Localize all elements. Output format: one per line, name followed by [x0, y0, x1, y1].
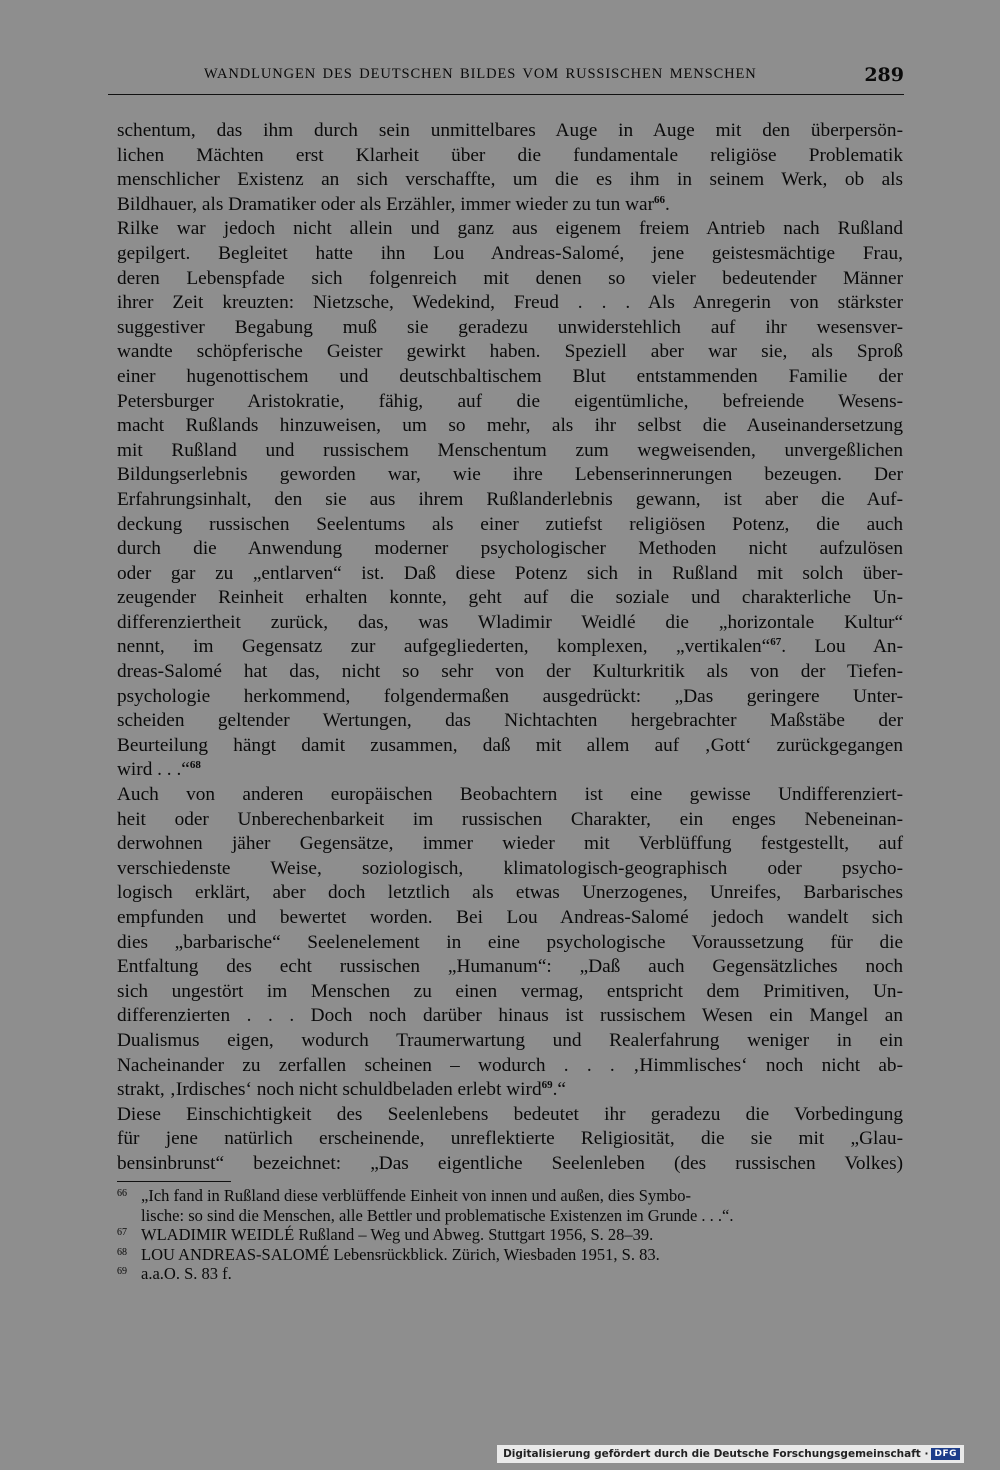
- text-line: [117, 832, 903, 857]
- text-line: [117, 709, 903, 734]
- line-text: lichen Mächten erst Klarheit über die fundamentale religiöse Problematik: [117, 144, 903, 166]
- dfg-logo: DFG: [931, 1448, 960, 1460]
- page-header: [108, 64, 904, 95]
- text-line: [117, 144, 903, 169]
- footnotes: [117, 1186, 903, 1284]
- text-line: [117, 193, 903, 218]
- text-line: [117, 808, 903, 833]
- line-text: Bildungserlebnis geworden war, wie ihre Lebenserinnerungen bezeugen. Der: [117, 464, 903, 486]
- text-line: [117, 1103, 903, 1128]
- text-line: [117, 316, 903, 341]
- line-text: psychologie herkommend, folgendermaßen ausgedrückt: „Das geringere Unter-: [117, 685, 903, 707]
- text-line: [117, 414, 903, 439]
- text-line: [117, 586, 903, 611]
- line-text: für jene natürlich erscheinende, unreflektierte Religiosität, die sie mit „Glau-: [117, 1128, 903, 1150]
- footnote-line: 66 „Ich fand in Rußland diese verblüffende Einheit von innen und außen, dies Symbo-: [117, 1186, 692, 1205]
- line-text: Diese Einschichtigkeit des Seelenlebens bedeutet ihr geradezu die Vorbedingung: [117, 1103, 903, 1125]
- text-line: [117, 955, 903, 980]
- line-text: Entfaltung des echt russischen „Humanum“: „Daß auch Gegensätzliches noch: [117, 956, 903, 978]
- line-text: deren Lebenspfade sich folgenreich mit denen so vieler bedeutender Männer: [117, 267, 903, 289]
- footnote-text: lische: so sind die Menschen, alle Bettler und problematische Existenzen im Grunde . . .“.: [141, 1205, 734, 1225]
- footnote-reference: 69: [541, 1079, 553, 1092]
- text-line: [117, 906, 903, 931]
- credit-text: Digitalisierung gefördert durch die Deutsche Forschungsgemeinschaft ·: [503, 1448, 929, 1460]
- line-text: oder gar zu „entlarven“ ist. Daß diese Potenz sich in Rußland mit solch über-: [117, 562, 903, 584]
- text-line: [117, 267, 903, 292]
- text-line: [117, 857, 903, 882]
- line-text: wandte schöpferische Geister gewirkt haben. Speziell aber war sie, als Sproß: [117, 341, 903, 363]
- text-line: [117, 734, 903, 759]
- line-text: einer hugenottischem und deutschbaltischem Blut entstammenden Familie der: [117, 365, 903, 387]
- text-line: [117, 168, 903, 193]
- text-line: [117, 758, 903, 783]
- text-line: [117, 931, 903, 956]
- footnote-reference: 66: [654, 193, 666, 206]
- line-text: menschlicher Existenz an sich verschaffte, um die es ihm in seinem Werk, ob als: [117, 169, 903, 191]
- text-line: [117, 242, 903, 267]
- page-number: 289: [864, 64, 904, 86]
- line-text: bensinbrunst“ bezeichnet: „Das eigentliche Seelenleben (des russischen Volkes): [117, 1152, 903, 1174]
- text-line: [117, 1029, 903, 1054]
- footnote-line: 67 WLADIMIR WEIDLÉ Rußland – Weg und Abweg. Stuttgart 1956, S. 28–39.: [117, 1225, 654, 1244]
- line-text: ihrer Zeit kreuzten: Nietzsche, Wedekind, Freud . . . Als Anregerin von stärkster: [117, 292, 903, 314]
- line-text: nennt, im Gegensatz zur aufgegliederten, komplexen, „vertikalen“: [117, 636, 771, 658]
- footnote-line: 68 LOU ANDREAS-SALOMÉ Lebensrückblick. Zürich, Wiesbaden 1951, S. 83.: [117, 1244, 660, 1264]
- text-line: [117, 635, 903, 660]
- text-line: [117, 1078, 903, 1103]
- text-line: [117, 340, 903, 365]
- line-text: macht Rußlands hinzuweisen, um so mehr, als ihr selbst die Auseinandersetzung: [117, 415, 903, 437]
- footnote-line: 69 a.a.O. S. 83 f.: [117, 1264, 232, 1283]
- text-line: [117, 881, 903, 906]
- text-line: [117, 463, 903, 488]
- line-text: zeugender Reinheit erhalten konnte, geht auf die soziale und charakterliche Un-: [117, 587, 903, 609]
- text-line: [117, 783, 903, 808]
- running-head: WANDLUNGEN DES DEUTSCHEN BILDES VOM RUSSISCHEN MENSCHEN: [204, 66, 757, 82]
- text-line: [117, 1054, 903, 1079]
- line-text: derwohnen jäher Gegensätze, immer wieder mit Verblüffung festgestellt, auf: [117, 833, 903, 855]
- line-text: Rilke war jedoch nicht allein und ganz aus eigenem freiem Antrieb nach Rußland: [117, 218, 903, 240]
- line-text: differenziertheit zurück, das, was Wladimir Weidlé die „horizontale Kultur“: [117, 611, 903, 633]
- line-text: durch die Anwendung moderner psychologischer Methoden nicht aufzulösen: [117, 538, 903, 560]
- footnote-text: LOU ANDREAS-SALOMÉ Lebensrückblick. Zürich, Wiesbaden 1951, S. 83.: [141, 1244, 660, 1264]
- text-line: [117, 660, 903, 685]
- line-text: dreas-Salomé hat das, nicht so sehr von der Kulturkritik als von der Tiefen-: [117, 661, 903, 683]
- line-text: Dualismus eigen, wodurch Traumerwartung und Realerfahrung weniger in ein: [117, 1029, 903, 1051]
- text-line: [117, 291, 903, 316]
- line-text: sich ungestört im Menschen zu einen vermag, entspricht dem Primitiven, Un-: [117, 980, 903, 1002]
- line-text: Beurteilung hängt damit zusammen, daß mit allem auf ‚Gott‘ zurückgegangen: [117, 734, 903, 756]
- line-text: Nacheinander zu zerfallen scheinen – wodurch . . . ‚Himmlisches‘ noch nicht ab-: [117, 1054, 903, 1076]
- line-text: strakt, ‚Irdisches‘ noch nicht schuldbeladen erlebt wird: [117, 1079, 542, 1101]
- text-line: [117, 980, 903, 1005]
- text-line: [117, 390, 903, 415]
- line-text: mit Rußland und russischem Menschentum zum wegweisenden, unvergeßlichen: [117, 439, 903, 461]
- footnote-reference: 67: [770, 636, 782, 649]
- line-text: Auch von anderen europäischen Beobachtern ist eine gewisse Undifferenziert-: [117, 784, 903, 806]
- line-text: heit oder Unberechenbarkeit im russischen Charakter, ein enges Nebeneinan-: [117, 808, 903, 830]
- text-line: [117, 513, 903, 538]
- footnote-text: „Ich fand in Rußland diese verblüffende Einheit von innen und außen, dies Symbo-: [141, 1186, 692, 1205]
- line-text: wird . . .“: [117, 759, 190, 781]
- text-line: [117, 439, 903, 464]
- footnote-text: a.a.O. S. 83 f.: [141, 1264, 232, 1283]
- digitization-credit: [497, 1445, 964, 1463]
- text-line: [117, 217, 903, 242]
- text-line: [117, 611, 903, 636]
- line-text: differenzierten . . . Doch noch darüber hinaus ist russischem Wesen ein Mangel an: [117, 1005, 903, 1027]
- text-line: [117, 537, 903, 562]
- line-text: logisch erklärt, aber doch letztlich als etwas Unerzogenes, Unreifes, Barbarisches: [117, 882, 903, 904]
- line-text-after: .: [665, 193, 670, 215]
- line-text-after: .“: [552, 1079, 566, 1101]
- line-text: suggestiver Begabung muß sie geradezu unwiderstehlich auf ihr wesensver-: [117, 316, 903, 338]
- footnote-reference: 68: [189, 759, 201, 772]
- line-text: scheiden geltender Wertungen, das Nichtachten hergebrachter Maßstäbe der: [117, 710, 903, 732]
- line-text: Petersburger Aristokratie, fähig, auf die eigentümliche, befreiende Wesens-: [117, 390, 903, 412]
- line-text: Erfahrungsinhalt, den sie aus ihrem Rußlanderlebnis gewann, ist aber die Auf-: [117, 488, 903, 510]
- line-text: empfunden und bewertet worden. Bei Lou Andreas-Salomé jedoch wandelt sich: [117, 907, 903, 928]
- text-line: [117, 1004, 903, 1029]
- text-line: [117, 1127, 903, 1152]
- text-line: [117, 685, 903, 710]
- text-line: [117, 119, 903, 144]
- line-text: deckung russischen Seelentums als einer zutiefst religiösen Potenz, die auch: [117, 513, 903, 535]
- footnote-text: WLADIMIR WEIDLÉ Rußland – Weg und Abweg. Stuttgart 1956, S. 28–39.: [141, 1225, 654, 1244]
- line-text: dies „barbarische“ Seelenelement in eine psychologische Voraussetzung für die: [117, 931, 903, 953]
- line-text-after: . Lou An-: [781, 636, 903, 658]
- body-text: [117, 119, 903, 1177]
- line-text: Bildhauer, als Dramatiker oder als Erzähler, immer wieder zu tun war: [117, 193, 655, 215]
- line-text: verschiedenste Weise, soziologisch, klimatologisch-geographisch oder psycho-: [117, 857, 903, 879]
- footnote-line: [117, 1206, 903, 1226]
- line-text: gepilgert. Begleitet hatte ihn Lou Andreas-Salomé, jene geistesmächtige Frau,: [117, 242, 903, 264]
- text-line: [117, 1152, 903, 1177]
- text-line: [117, 562, 903, 587]
- line-text: schentum, das ihm durch sein unmittelbares Auge in Auge mit den überpersön-: [117, 120, 903, 141]
- text-line: [117, 488, 903, 513]
- footnote-divider: [117, 1181, 231, 1182]
- text-line: [117, 365, 903, 390]
